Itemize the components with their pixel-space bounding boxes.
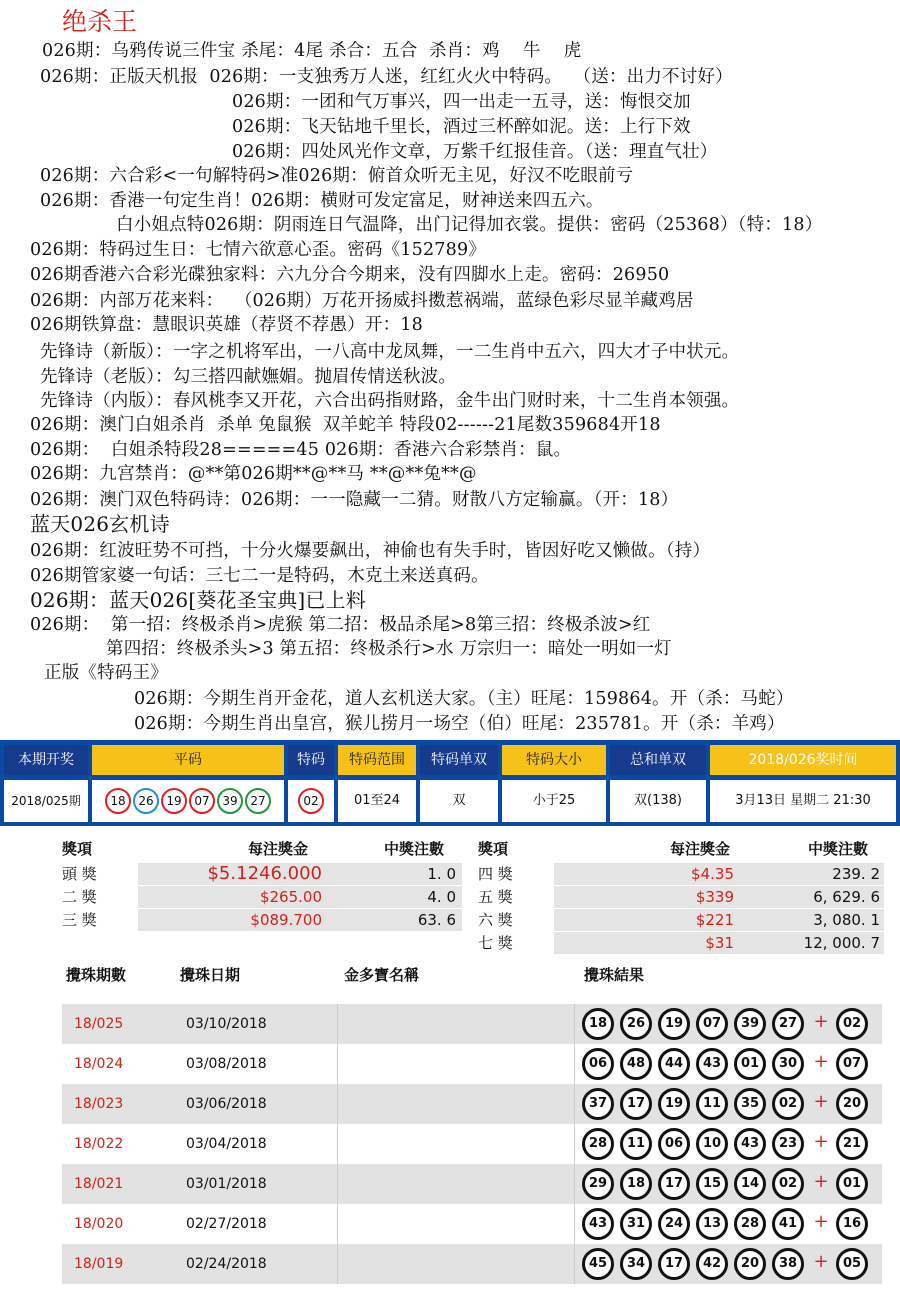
draw-result [582, 1088, 874, 1120]
prize-name: 七 獎 [478, 934, 513, 952]
flat-balls [92, 780, 284, 822]
number-ball: 34 [620, 1248, 652, 1280]
jackpot-name-cell [337, 1004, 575, 1044]
prize-row [478, 932, 884, 954]
special-range: 01至24 [338, 780, 416, 822]
number-ball: 01 [734, 1048, 766, 1080]
number-ball: 17 [620, 1088, 652, 1120]
number-ball: 02 [772, 1088, 804, 1120]
prize-amount: $31 [705, 934, 734, 952]
table-row [62, 1004, 882, 1044]
prize-amount: $089.700 [250, 911, 322, 929]
history-header-name: 金多寶名稱 [344, 966, 420, 984]
number-ball: 42 [696, 1248, 728, 1280]
header-current-draw: 本期开奖 [4, 745, 88, 775]
text-line: 026期：内部万花来料： （026期）万花开扬威抖擞惹祸端，蓝绿色彩尽显羊藏鸡居 [30, 291, 694, 311]
plus-sign: + [813, 1211, 829, 1232]
text-line: 先锋诗（新版）：一字之机将军出，一八高中龙凤舞，一二生肖中五六，四大才子中状元。 [40, 342, 740, 362]
special-number-ball: 05 [836, 1248, 868, 1280]
header-range: 特码范围 [338, 745, 416, 775]
text-line: 026期：正版天机报 026期：一支独秀万人迷，红红火火中特码。 （送：出力不讨好） [40, 67, 733, 87]
draw-period: 18/019 [74, 1256, 124, 1272]
number-ball: 18 [620, 1168, 652, 1200]
winner-count: 3, 080. 1 [813, 911, 880, 929]
number-ball: 17 [658, 1168, 690, 1200]
draw-period: 18/021 [74, 1176, 124, 1192]
number-ball: 06 [658, 1128, 690, 1160]
table-row [62, 1044, 882, 1084]
prize-name: 六 獎 [478, 911, 513, 929]
number-ball: 15 [696, 1168, 728, 1200]
plus-sign: + [813, 1091, 829, 1112]
prize-row [478, 909, 884, 931]
winner-count: 63. 6 [417, 911, 456, 929]
number-ball: 35 [734, 1088, 766, 1120]
history-header-period: 攪珠期數 [66, 966, 127, 984]
special-number-ball: 01 [836, 1168, 868, 1200]
special-number-ball: 02 [836, 1008, 868, 1040]
text-line: 蓝天026玄机诗 [30, 512, 170, 536]
text-line: 先锋诗（老版）：勾三搭四献嫵媚。抛眉传情送秋波。 [40, 367, 457, 387]
draw-period: 18/024 [74, 1056, 124, 1072]
special-number-ball: 16 [836, 1208, 868, 1240]
special-size: 小于25 [502, 780, 606, 822]
number-ball: 19 [658, 1008, 690, 1040]
number-ball: 31 [620, 1208, 652, 1240]
text-line: 026期：今期生肖出皇宫，猴儿捞月一场空（伯）旺尾：235781。开（杀：羊鸡） [134, 714, 785, 734]
prize-header-count: 中獎注數 [384, 840, 445, 858]
plus-sign: + [813, 1171, 829, 1192]
number-ball: 44 [658, 1048, 690, 1080]
number-ball: 45 [582, 1248, 614, 1280]
prize-name: 頭 獎 [62, 865, 97, 883]
draw-period: 2018/025期 [4, 780, 88, 822]
number-ball: 02 [772, 1168, 804, 1200]
prize-header-count: 中獎注數 [808, 840, 869, 858]
number-ball: 28 [734, 1208, 766, 1240]
number-ball: 29 [582, 1168, 614, 1200]
number-ball: 23 [772, 1128, 804, 1160]
draw-period: 18/022 [74, 1136, 124, 1152]
plus-sign: + [813, 1051, 829, 1072]
jackpot-name-cell [337, 1044, 575, 1084]
number-ball: 43 [696, 1048, 728, 1080]
text-line: 026期：六合彩<一句解特码>准026期：俯首众听无主见，好汉不吃眼前亏 [40, 166, 634, 186]
prize-row [62, 863, 462, 885]
header-sum: 总和单双 [610, 745, 706, 775]
number-ball: 06 [582, 1048, 614, 1080]
text-line: 026期香港六合彩光碟独家料：六九分合今期来，没有四脚水上走。密码：26950 [30, 265, 670, 285]
header-draw-time: 2018/026奖时间 [710, 745, 896, 775]
plus-sign: + [813, 1131, 829, 1152]
draw-time: 3月13日 星期二 21:30 [710, 780, 896, 822]
prize-amount: $221 [695, 911, 734, 929]
number-ball: 07 [696, 1008, 728, 1040]
text-line: 026期： 第一招：终极杀肖>虎猴 第二招：极品杀尾>8第三招：终极杀波>红 [30, 615, 651, 635]
draw-date: 03/08/2018 [186, 1056, 267, 1072]
number-ball: 13 [696, 1208, 728, 1240]
number-ball: 27 [245, 788, 271, 814]
text-line: 026期：九宫禁肖：@**第026期**@**马 **@**兔**@ [30, 464, 477, 484]
text-line: 先锋诗（内版）：春风桃李又开花，六合出码指财路，金牛出门财时来，十二生肖本领强。 [40, 391, 740, 411]
winner-count: 1. 0 [427, 865, 456, 883]
number-ball: 28 [582, 1128, 614, 1160]
prize-row [478, 863, 884, 885]
prize-header-name: 獎項 [62, 840, 93, 858]
text-line: 026期：飞天钻地千里长，酒过三杯醉如泥。送：上行下效 [232, 117, 691, 137]
draw-result [582, 1008, 874, 1040]
special-odd-even: 双 [420, 780, 498, 822]
number-ball: 11 [696, 1088, 728, 1120]
text-line: 026期：今期生肖开金花，道人玄机送大家。（主）旺尾：159864。开（杀：马蛇） [134, 689, 794, 709]
text-line: 026期：四处风光作文章，万紫千红报佳音。（送：理直气壮） [232, 142, 718, 162]
winner-count: 239. 2 [832, 865, 880, 883]
number-ball: 39 [217, 788, 243, 814]
number-ball: 39 [734, 1008, 766, 1040]
table-row [62, 1164, 882, 1204]
sum-odd-even: 双(138) [610, 780, 706, 822]
number-ball: 18 [582, 1008, 614, 1040]
special-number-ball: 07 [836, 1048, 868, 1080]
draw-date: 02/24/2018 [186, 1256, 267, 1272]
table-row [62, 1124, 882, 1164]
draw-result [582, 1248, 874, 1280]
header-odd-even: 特码单双 [420, 745, 498, 775]
plus-sign: + [813, 1011, 829, 1032]
text-line: 026期管家婆一句话：三七二一是特码，木克土来送真码。 [30, 566, 489, 586]
number-ball: 38 [772, 1248, 804, 1280]
number-ball: 27 [772, 1008, 804, 1040]
header-flat-numbers: 平码 [92, 745, 284, 775]
history-header-result: 攪珠結果 [584, 966, 645, 984]
number-ball: 20 [734, 1248, 766, 1280]
draw-result [582, 1048, 874, 1080]
number-ball: 30 [772, 1048, 804, 1080]
prize-row [62, 909, 462, 931]
jackpot-name-cell [337, 1204, 575, 1244]
draw-date: 03/01/2018 [186, 1176, 267, 1192]
prize-header-amount: 每注獎金 [670, 840, 731, 858]
number-ball: 24 [658, 1208, 690, 1240]
jackpot-name-cell [337, 1124, 575, 1164]
number-ball: 48 [620, 1048, 652, 1080]
prize-name: 四 獎 [478, 865, 513, 883]
text-line: 026期：特码过生日：七情六欲意心歪。密码《152789》 [30, 240, 487, 260]
number-ball: 26 [620, 1008, 652, 1040]
prize-header-amount: 每注獎金 [248, 840, 309, 858]
draw-result [582, 1128, 874, 1160]
text-line: 026期：澳门双色特码诗：026期：一一隐藏一二猜。财散八方定输赢。（开：18） [30, 490, 679, 510]
prize-amount: $4.35 [691, 865, 734, 883]
number-ball: 18 [105, 788, 131, 814]
draw-date: 03/10/2018 [186, 1016, 267, 1032]
special-number-ball: 02 [298, 788, 324, 814]
number-ball: 11 [620, 1128, 652, 1160]
number-ball: 19 [658, 1088, 690, 1120]
draw-date: 03/06/2018 [186, 1096, 267, 1112]
winner-count: 12, 000. 7 [803, 934, 880, 952]
prize-header-name: 獎項 [478, 840, 509, 858]
text-line: 白小姐点特026期：阴雨连日气温降，出门记得加衣裳。提供：密码（25368）（特：18） [116, 215, 823, 235]
prize-amount: $339 [695, 888, 734, 906]
history-header-date: 攪珠日期 [180, 966, 241, 984]
number-ball: 43 [582, 1208, 614, 1240]
header-size: 特码大小 [502, 745, 606, 775]
winner-count: 4. 0 [427, 888, 456, 906]
number-ball: 19 [161, 788, 187, 814]
number-ball: 43 [734, 1128, 766, 1160]
number-ball: 26 [133, 788, 159, 814]
special-number-ball: 21 [836, 1128, 868, 1160]
text-line: 正版《特码王》 [44, 663, 168, 683]
draw-period: 18/025 [74, 1016, 124, 1032]
prize-name: 五 獎 [478, 888, 513, 906]
draw-result [582, 1168, 874, 1200]
draw-period: 18/023 [74, 1096, 124, 1112]
number-ball: 07 [189, 788, 215, 814]
prize-amount: $265.00 [259, 888, 322, 906]
page-title: 绝杀王 [62, 7, 138, 36]
jackpot-name-cell [337, 1244, 575, 1284]
table-row [62, 1244, 882, 1284]
table-row [62, 1084, 882, 1124]
plus-sign: + [813, 1251, 829, 1272]
special-number-ball: 20 [836, 1088, 868, 1120]
text-line: 026期：乌鸦传说三件宝 杀尾：4尾 杀合：五合 杀肖：鸡 牛 虎 [42, 41, 582, 61]
number-ball: 37 [582, 1088, 614, 1120]
prize-name: 二 獎 [62, 888, 97, 906]
prize-row [62, 886, 462, 908]
jackpot-name-cell [337, 1164, 575, 1204]
text-line: 026期： 白姐杀特段28=====45 026期：香港六合彩禁肖：鼠。 [30, 440, 572, 460]
number-ball: 17 [658, 1248, 690, 1280]
number-ball: 41 [772, 1208, 804, 1240]
prize-name: 三 獎 [62, 911, 97, 929]
table-row [62, 1204, 882, 1244]
text-line: 026期铁算盘：慧眼识英雄（荐贤不荐愚）开：18 [30, 315, 423, 335]
text-line: 026期：蓝天026[葵花圣宝典]已上料 [30, 588, 366, 612]
prize-amount: $5.1246.000 [207, 863, 322, 884]
text-line: 026期：一团和气万事兴，四一出走一五寻，送：悔恨交加 [232, 92, 691, 112]
text-line: 026期：红波旺势不可挡，十分火爆要飙出，神偷也有失手时，皆因好吃又懒做。（持） [30, 541, 711, 561]
winner-count: 6, 629. 6 [813, 888, 880, 906]
draw-date: 03/04/2018 [186, 1136, 267, 1152]
text-line: 第四招：终极杀头>3 第五招：终极杀行>水 万宗归一：暗处一明如一灯 [106, 639, 672, 659]
result-bar [0, 740, 900, 826]
draw-date: 02/27/2018 [186, 1216, 267, 1232]
draw-period: 18/020 [74, 1216, 124, 1232]
text-line: 026期：香港一句定生肖！026期：横财可发定富足，财神送来四五六。 [40, 191, 604, 211]
number-ball: 14 [734, 1168, 766, 1200]
header-special: 特码 [288, 745, 334, 775]
draw-result [582, 1208, 874, 1240]
text-line: 026期：澳门白姐杀肖 杀单 兔鼠猴 双羊蛇羊 特段02------21尾数359684开18 [30, 415, 661, 435]
special-ball-cell [288, 780, 334, 822]
number-ball: 10 [696, 1128, 728, 1160]
jackpot-name-cell [337, 1084, 575, 1124]
prize-row [478, 886, 884, 908]
